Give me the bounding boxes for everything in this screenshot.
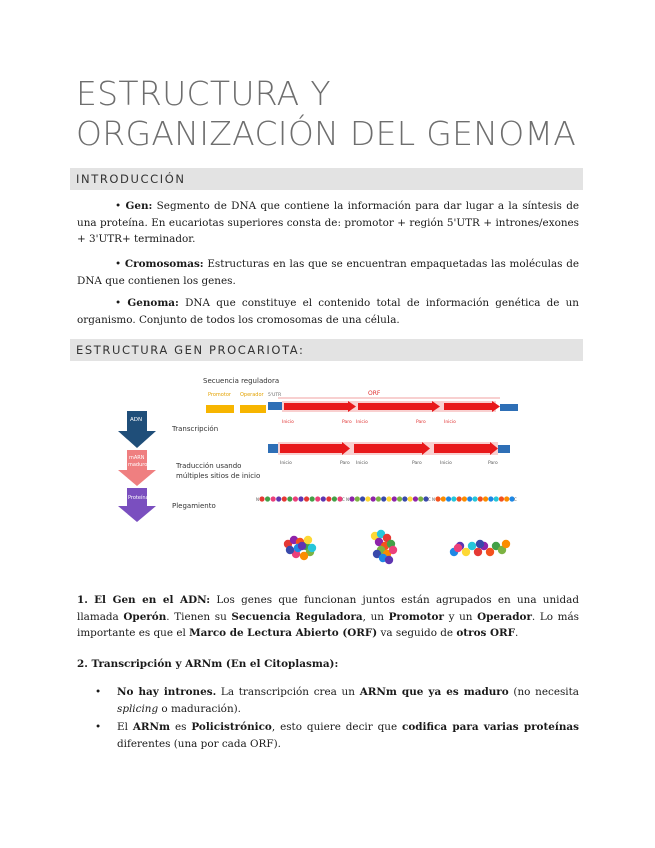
text-fragment: . Lo más importante es que el bbox=[77, 610, 580, 639]
amino-acid-bead bbox=[360, 496, 365, 501]
label-n-3: N bbox=[432, 497, 435, 502]
amino-acid-bead bbox=[259, 496, 264, 501]
gen-definition: Segmento de DNA que contiene la información para dar lugar a la síntesis de una proteína. En eucariotas superiores consta de: promotor + región 5'UTR + intrones/exones + 3'UTR+ terminador. bbox=[77, 200, 580, 245]
paragraph-cromosomas: • Cromosomas: Estructuras en las que se encuentran empaquetadas las moléculas de DNA que contienen los genes. bbox=[77, 258, 579, 287]
label-inicio-top-1: Inicio bbox=[282, 420, 294, 425]
bullet-dot: • bbox=[95, 686, 102, 698]
label-n-1: N bbox=[256, 497, 259, 502]
amino-acid-bead bbox=[293, 496, 298, 501]
term-no-intrones: No hay intrones. bbox=[117, 686, 217, 698]
text-fragment: . bbox=[515, 627, 519, 639]
label-adn: ADN bbox=[130, 417, 143, 423]
list-item-no-intrones bbox=[95, 684, 579, 717]
folded-protein-bead bbox=[462, 548, 470, 556]
proteina-arrow bbox=[118, 506, 156, 522]
amino-acid-bead bbox=[371, 496, 376, 501]
utr5-block bbox=[268, 402, 282, 410]
page-title: ESTRUCTURA Y ORGANIZACIÓN DEL GENOMA bbox=[76, 74, 577, 153]
amino-acid-bead bbox=[504, 496, 509, 501]
amino-acid-bead bbox=[462, 496, 467, 501]
amino-acid-bead bbox=[381, 496, 386, 501]
amino-acid-bead bbox=[355, 496, 360, 501]
term-codifica: codifica para varias proteínas bbox=[402, 721, 579, 733]
label-inicio-mrna-2: Inicio bbox=[356, 461, 368, 466]
label-traduccion-2: múltiples sitios de inicio bbox=[176, 472, 261, 480]
text-fragment: y un bbox=[443, 610, 478, 623]
text-fragment: La transcripción crea un bbox=[216, 686, 360, 698]
term-operador: Operador bbox=[477, 610, 532, 623]
label-marn: mARN bbox=[129, 455, 145, 461]
term-genoma: Genoma: bbox=[127, 297, 179, 309]
amino-acid-bead bbox=[472, 496, 477, 501]
amino-acid-bead bbox=[441, 496, 446, 501]
term-cromosomas: Cromosomas: bbox=[124, 258, 204, 270]
folded-protein-bead bbox=[486, 548, 494, 556]
point-2-title: 2. Transcripción y ARNm (En el Citoplasma): bbox=[77, 658, 339, 670]
amino-acid-bead bbox=[298, 496, 303, 501]
marn-arrow bbox=[118, 470, 156, 486]
amino-acid-bead bbox=[365, 496, 370, 501]
amino-acid-bead bbox=[418, 496, 423, 501]
amino-acid-bead bbox=[457, 496, 462, 501]
label-proteina: Proteína bbox=[128, 495, 149, 501]
label-promotor: Promotor bbox=[208, 392, 231, 398]
amino-acid-bead bbox=[332, 496, 337, 501]
folded-protein-bead bbox=[300, 552, 308, 560]
text-fragment: es bbox=[170, 721, 192, 733]
text-fragment: , esto quiere decir que bbox=[271, 721, 403, 733]
amino-acid-bead bbox=[397, 496, 402, 501]
text-fragment: (no necesita bbox=[508, 686, 579, 698]
paragraph-genoma: • Genoma: DNA que constituye el contenido total de información genética de un organismo. Conjunto de todos los cromosomas de una célula. bbox=[77, 297, 579, 326]
folded-protein-bead bbox=[502, 540, 510, 548]
folded-protein-bead bbox=[454, 544, 462, 552]
label-inicio-top-3: Inicio bbox=[444, 420, 456, 425]
amino-acid-bead bbox=[483, 496, 488, 501]
amino-acid-bead bbox=[478, 496, 483, 501]
term-splicing: splicing bbox=[117, 702, 159, 715]
list-item-policistronico bbox=[95, 719, 579, 752]
term-arnm: ARNm bbox=[132, 721, 171, 733]
term-secuencia-reguladora: Secuencia Reguladora bbox=[231, 610, 363, 623]
folded-protein-bead bbox=[385, 556, 393, 564]
amino-acid-bead bbox=[265, 496, 270, 501]
label-inicio-top-2: Inicio bbox=[356, 420, 368, 425]
adn-arrow bbox=[118, 431, 156, 448]
folded-protein-bead bbox=[474, 548, 482, 556]
text-fragment: El bbox=[117, 721, 133, 733]
folded-protein-bead bbox=[308, 544, 316, 552]
amino-acid-bead bbox=[326, 496, 331, 501]
term-gen: Gen: bbox=[125, 200, 153, 212]
mrna-utr5-block bbox=[268, 444, 278, 453]
term-otros-orf: otros ORF bbox=[456, 627, 516, 639]
amino-acid-bead bbox=[402, 496, 407, 501]
amino-acid-bead bbox=[310, 496, 315, 501]
text-fragment: o maduración). bbox=[158, 702, 241, 715]
label-inicio-mrna-3: Inicio bbox=[440, 461, 452, 466]
operador-block bbox=[240, 405, 266, 413]
amino-acid-bead bbox=[451, 496, 456, 501]
amino-acid-bead bbox=[435, 496, 440, 501]
text-fragment: . Tienen su bbox=[166, 610, 232, 623]
label-paro-top-1: Paro bbox=[342, 420, 352, 425]
label-5utr: 5'UTR bbox=[268, 393, 282, 398]
term-promotor: Promotor bbox=[388, 610, 444, 623]
amino-acid-bead bbox=[276, 496, 281, 501]
amino-acid-bead bbox=[282, 496, 287, 501]
label-traduccion-1: Traducción usando bbox=[176, 462, 242, 470]
utr3-block-top bbox=[500, 404, 518, 411]
text-fragment: Los genes que funcionan juntos están agrupados en una unidad llamada bbox=[77, 594, 579, 623]
point-1-number: 1. bbox=[77, 594, 88, 606]
folded-proteins bbox=[284, 530, 510, 564]
amino-acid-bead bbox=[467, 496, 472, 501]
amino-acid-bead bbox=[446, 496, 451, 501]
label-secuencia-reguladora: Secuencia reguladora bbox=[203, 377, 280, 385]
bullet-list bbox=[95, 684, 579, 754]
text-fragment: , un bbox=[362, 610, 389, 623]
amino-acid-bead bbox=[287, 496, 292, 501]
amino-acid-bead bbox=[386, 496, 391, 501]
amino-acid-bead bbox=[392, 496, 397, 501]
amino-acid-bead bbox=[494, 496, 499, 501]
bullet-dot: • bbox=[95, 721, 102, 733]
promotor-block bbox=[206, 405, 234, 413]
amino-acid-bead bbox=[413, 496, 418, 501]
label-transcripcion: Transcripción bbox=[172, 425, 219, 433]
amino-acid-bead bbox=[408, 496, 413, 501]
folded-protein-bead bbox=[298, 542, 306, 550]
cromosomas-definition: Estructuras en las que se encuentran empaquetadas las moléculas de DNA que contienen los genes. bbox=[77, 258, 579, 287]
point-1-term: El Gen en el ADN: bbox=[94, 594, 211, 606]
text-fragment: va seguido de bbox=[377, 627, 457, 639]
paragraph-gen: • Gen: Segmento de DNA que contiene la información para dar lugar a la síntesis de una proteína. En eucariotas superiores consta de: promotor + región 5'UTR + intrones/exones + 3'UTR+ terminador. bbox=[77, 200, 580, 245]
genoma-definition: DNA que constituye el contenido total de información genética de un organismo. Conjunto de todos los cromosomas de una célula. bbox=[77, 297, 579, 326]
amino-acid-bead bbox=[315, 496, 320, 501]
folded-protein-bead bbox=[286, 546, 294, 554]
term-marco-lectura: Marco de Lectura Abierto (ORF) bbox=[189, 627, 378, 639]
label-c-2: C bbox=[428, 497, 431, 502]
section-heading-introduccion: INTRODUCCIÓN bbox=[70, 168, 583, 190]
label-paro-top-2: Paro bbox=[416, 420, 426, 425]
text-fragment: diferentes (una por cada ORF). bbox=[117, 737, 281, 750]
label-paro-mrna-2: Paro bbox=[412, 461, 422, 466]
label-operador: Operador bbox=[240, 392, 264, 398]
label-c-3: C bbox=[514, 497, 517, 502]
label-inicio-mrna-1: Inicio bbox=[280, 461, 292, 466]
amino-acid-bead bbox=[304, 496, 309, 501]
folded-protein-bead bbox=[304, 536, 312, 544]
section-heading-procariota: ESTRUCTURA GEN PROCARIOTA: bbox=[70, 339, 583, 361]
heading-transcripcion-arnm bbox=[77, 656, 579, 673]
label-orf: ORF bbox=[368, 390, 381, 397]
label-paro-mrna-1: Paro bbox=[340, 461, 350, 466]
term-operon: Operón bbox=[123, 610, 167, 623]
label-plegamiento: Plegamiento bbox=[172, 502, 216, 510]
label-maduro: maduro bbox=[128, 462, 148, 468]
mrna-utr3-block bbox=[498, 445, 510, 453]
gene-expression-diagram bbox=[110, 368, 530, 573]
term-arnm-maduro: ARNm que ya es maduro bbox=[359, 686, 509, 698]
term-policistronico: Policistrónico bbox=[191, 721, 272, 733]
amino-acid-bead bbox=[376, 496, 381, 501]
peptide-chains bbox=[259, 496, 514, 501]
folded-protein-bead bbox=[476, 540, 484, 548]
paragraph-gen-en-adn bbox=[77, 592, 579, 642]
amino-acid-bead bbox=[499, 496, 504, 501]
amino-acid-bead bbox=[271, 496, 276, 501]
folded-protein-bead bbox=[468, 542, 476, 550]
amino-acid-bead bbox=[349, 496, 354, 501]
label-c-1: C bbox=[342, 497, 345, 502]
label-paro-mrna-3: Paro bbox=[488, 461, 498, 466]
folded-protein-bead bbox=[389, 546, 397, 554]
amino-acid-bead bbox=[488, 496, 493, 501]
amino-acid-bead bbox=[321, 496, 326, 501]
label-n-2: N bbox=[346, 497, 349, 502]
